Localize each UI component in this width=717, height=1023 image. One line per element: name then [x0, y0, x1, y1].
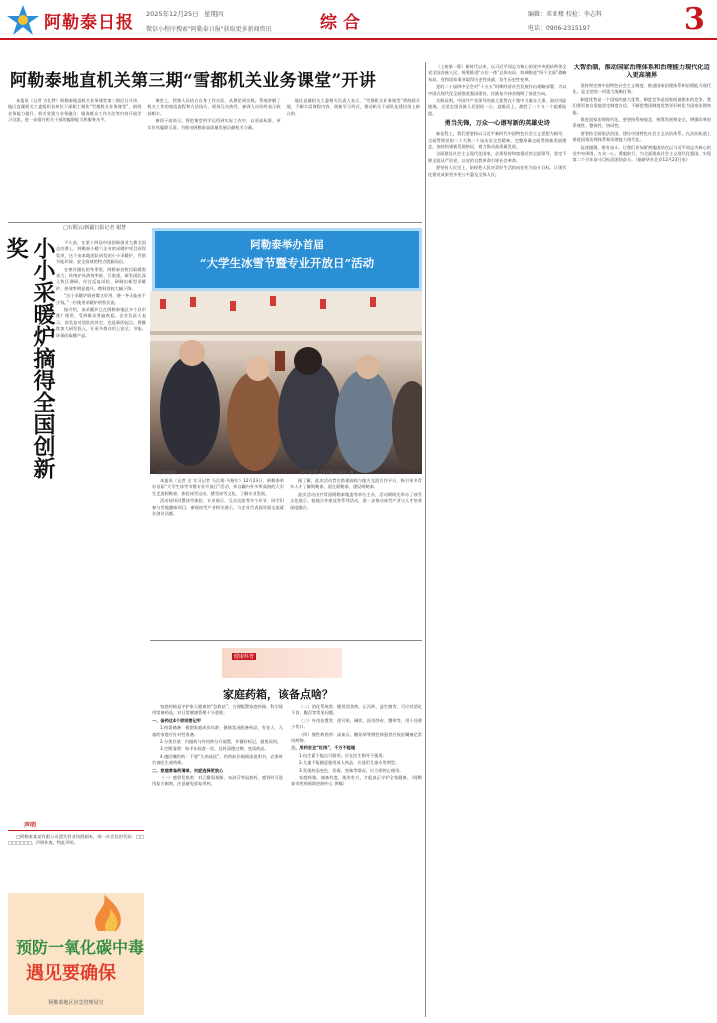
flame-icon — [8, 893, 144, 933]
right-subheading: 勇当先锋，万众一心谱写新的英雄史诗 — [444, 120, 550, 128]
health-banner-tag: 健康科普 — [234, 654, 255, 660]
wechat-tip: 微信小程序搜索"阿勒泰日报"获取更多新闻资讯 — [146, 26, 272, 33]
newspaper-logo-icon — [6, 4, 40, 36]
column-divider — [425, 62, 426, 1017]
divider — [8, 222, 422, 223]
lead-article-body — [8, 98, 420, 220]
crowd-photo-illustration — [150, 291, 422, 474]
issue-date: 2025年12月25日 — [146, 10, 199, 18]
poster-footer: 阿勒泰地区应急管理局宣 — [48, 1000, 104, 1006]
medicine-paragraph: 家庭药箱是守护家人健康的“急救站”，合理配置家庭药箱、科学使用常备药品，对日常健康管理十分重要。 — [152, 704, 283, 716]
page-editors: 编辑：邓亚楼 校检：李志科 — [528, 11, 602, 18]
medicine-subheading: 一、备药这4个原则要记牢 — [152, 717, 201, 723]
section-title: 综合 — [320, 13, 366, 33]
lead-headline: 阿勒泰地直机关第三期“雪都机关业务课堂”开讲 — [10, 71, 377, 91]
news-headline-box — [152, 228, 422, 291]
right-paragraph: 要坚持全面依法治国，建设中国特色社会主义法治体系，在法治轨道上推进国家治理体系和治理能力现代化。 — [572, 130, 711, 143]
medicine-paragraph: 3.发现药品变色、发霉、变味等情况，应立即停止使用。 — [299, 767, 404, 773]
page-number: 3 — [684, 2, 705, 37]
masthead — [0, 0, 717, 40]
news-paragraph: 本报讯（记者 全 实习记者 马岳翔·马格尔）12月23日，阿勒泰举办首届“大学生冰雪节暨专业开放日”活动，来自疆内外多所高校的大学生走进阿勒泰，体验冰雪运动、感受冰雪文化、了解专业发展。 — [152, 478, 284, 496]
medicine-headline: 家庭药箱，该备点啥？ — [223, 688, 333, 701]
lead-paragraph: 参训干部表示，将把课堂所学运用到实际工作中，以更高标准、更实作风履职尽责，为推动阿勒泰高质量发展贡献机关力量。 — [147, 118, 281, 130]
safety-poster — [8, 893, 144, 1015]
right-paragraph: 实践证明，中国共产党领导的最大优势在于集中力量办大事。面对风险挑战，全党全国各族人民团结一心、迎难而上，战胜了一个又一个艰难险阻。 — [428, 98, 567, 116]
medicine-paragraph: 3.定期清理：每半年检查一次，及时清理过期、变质药品。 — [160, 746, 269, 752]
feature-paragraph: 在寒冷漫长的冬季里，阿勒泰农牧民取暖需求大，传统炉具热效率低、污染重。研发团队深入牧区调研，经过反复试验，研制出新型采暖炉，热效率明显提升，燃料消耗大幅下降。 — [56, 266, 146, 291]
lead-paragraph: 本报讯（记者 吉扎特）阿勒泰地直机关业务课堂第三期近日开讲，地区直属机关工委组织各单位干部职工聚焦“雪都机关业务课堂”，围绕业务能力提升、机关党建与业务融合、服务群众工作方法等内容开展学习交流，进一步提升机关干部的履职能力和服务水平。 — [8, 98, 142, 123]
feature-headline: 小小采暖炉摘得全国创新奖 — [3, 237, 56, 479]
medicine-article-body — [152, 704, 422, 1016]
right-article-body — [428, 64, 711, 1019]
medicine-paragraph: 4.遵医嘱用药：不要“久病成医”，用药前仔细阅读说明书，必要时咨询医生或药师。 — [152, 753, 283, 766]
lead-paragraph: 地区直属机关工委相关负责人表示，“雪都机关业务课堂”将持续开展，不断丰富课程内容，创新学习形式，推动机关干部队伍建设再上新台阶。 — [286, 98, 420, 116]
medicine-paragraph: 1.抗生素不能自行服用，应在医生指导下使用。 — [299, 752, 387, 758]
medicine-paragraph: （四）慢性病用药：高血压、糖尿病等慢性病患者应按医嘱备足常用药物。 — [291, 731, 422, 744]
feature-paragraph: “这个采暖炉既省煤又好用，烧一冬天能省不少钱。”一位使用采暖炉的牧民说。 — [56, 293, 146, 305]
right-paragraph: 征途漫漫，惟有奋斗。让我们更加紧密地团结在以习近平同志为核心的党中央周围，万众一心、勇毅前行，为全面建成社会主义现代化强国、实现第二个百年奋斗目标而团结奋斗。（据新华社北京12月23日电） — [572, 144, 711, 163]
news-paragraph: 据了解，此次活动旨在搭建高校与地方交流合作平台，吸引更多青年人才了解阿勒泰、留在阿勒泰、建设阿勒泰。 — [290, 478, 422, 490]
medicine-paragraph: （三）外用处置类：创可贴、碘伏、医用纱布、绷带等，用于处理小伤口。 — [291, 717, 422, 730]
right-paragraph: 新征程上，我们要坚持以习近平新时代中国特色社会主义思想为指导，全面贯彻党的二十大和二十届历次全会精神，完整准确全面贯彻新发展理念，加快构建新发展格局，着力推动高质量发展。 — [428, 131, 567, 150]
photo-credit: 实习记者 马岳翔·马格尔 摄 — [300, 471, 354, 476]
notice-paragraph: □阿勒泰某某有限公司遗失营业执照副本，统一社会信用代码：□□□□□□□□，声明作废。特此声明。 — [8, 834, 144, 846]
lead-paragraph: 课堂上，授课人员结合自身工作实际，从理论到实践，系统讲解了机关工作的规范流程和方法技巧，现场互动热烈，参训人员纷纷表示收获颇丰。 — [147, 98, 281, 116]
right-subheading: 大智治制，推动国家治理体系和治理能力现代化迈入更高境界 — [573, 64, 710, 79]
notice-title: 声明 — [24, 822, 37, 829]
news-headline-line-1: 阿勒泰举办首届 — [250, 239, 324, 251]
news-paragraph: 活动现场设置冰雪体验、专业展示、互动交流等多个环节，同学们参与雪地趣味项目，参观冰雪产业相关展示，与企业代表面对面交流就业创业话题。 — [152, 498, 284, 517]
medicine-paragraph: 1.按需储备：根据家庭成员年龄、健康状况配备药品，有老人、儿童的家庭应针对性准备。 — [152, 725, 283, 737]
medicine-paragraph: 2.分类存放：内服药与外用药分开放置，并做好标记，避免误用。 — [160, 739, 282, 745]
photo-caption: 活动现场。 — [158, 471, 181, 476]
right-paragraph: 党的二十届四中全会对“十五五”时期经济社会发展作出战略部署，为以中国式现代化全面推进强国建设、民族复兴伟业指明了前进方向。 — [428, 84, 567, 96]
medicine-paragraph: （一）感冒发热类：对乙酰氨基酚、布洛芬等退热药，感冒时可选用复方制剂，注意避免重复用药。 — [152, 775, 283, 787]
newspaper-name: 阿勒泰日报 — [44, 13, 134, 33]
medicine-paragraph: 2.儿童不能随意服用成人药品，应选用儿童专用剂型。 — [299, 760, 400, 766]
right-paragraph: 制度优势是一个国家的最大优势，制度竞争是国家间最根本的竞争。我们要更加自觉地坚定制度自信，不断把我国制度优势更好转化为国家治理效能。 — [572, 96, 711, 115]
divider — [150, 640, 422, 641]
news-photo — [150, 291, 422, 474]
news-paragraph: 此次活动由共青团阿勒泰地委等单位主办，活动期间还举办了冰雪文化展示、校地合作座谈等系列活动，进一步推动冰雪产业与人才培养深度融合。 — [290, 491, 422, 510]
medicine-subheading: 三、用药安全“红线”，千万不能碰 — [291, 745, 356, 751]
right-paragraph: 全面建设社会主义现代化国家，必须坚持和加强党的全面领导，坚定不移全面从严治党，以党的自我革命引领社会革命。 — [428, 151, 567, 163]
medicine-subheading: 二、家庭常备药清单，对症选择更放心 — [152, 767, 224, 773]
notice-body — [8, 830, 144, 888]
right-paragraph: 要坚持人民至上，始终把人民对美好生活的向往作为奋斗目标，让现代化建设成果更多更公平惠及全体人民。 — [428, 165, 567, 177]
right-paragraph: （上接第一版）新时代以来，以习近平同志为核心的党中央团结带领全党全国各族人民，统筹推进“五位一体”总体布局、协调推进“四个全面”战略布局，党和国家事业取得历史性成就、发生历史性变革。 — [428, 64, 567, 82]
right-paragraph: 推进国家治理现代化，要坚持系统观念，统筹发展和安全，增强改革的系统性、整体性、协同性。 — [572, 117, 711, 129]
right-paragraph: 坚持和完善中国特色社会主义制度、推进国家治理体系和治理能力现代化，是全党的一项重大战略任务。 — [572, 83, 711, 95]
issue-weekday: 星期四 — [204, 10, 224, 18]
news-article-body — [152, 478, 422, 613]
poster-headline: 预防一氧化碳中毒 — [16, 938, 144, 957]
medicine-paragraph: 家庭药箱，储备有度、使用有方，才能真正守护全家健康。（阿勒泰市疾病预防控制中心 供稿） — [291, 775, 422, 787]
poster-slogan: 遇见要确保 — [26, 963, 116, 984]
feature-paragraph: 据介绍，该采暖炉已在阿勒泰地区多个县市推广使用，受到群众普遍欢迎。企业负责人表示，获奖是对团队的肯定，也是新的起点，将继续加大研发投入，让更多群众用上安全、节能、环保的取暖产品。 — [56, 307, 146, 338]
feature-article-body — [56, 240, 146, 660]
medicine-paragraph: （二）消化系统类：健胃消食药、止泻药、益生菌等，可应对消化不良、腹泻等常见问题。 — [291, 704, 422, 716]
feature-byline: □石榴云/新疆日报记者 谢慧 — [63, 225, 126, 231]
feature-paragraph: 不久前，在第十四届中国创新创业大赛全国总决赛上，阿勒泰小暖六企业的采暖炉项目获得奖项，这个由本地团队研发的小小采暖炉，凭借节能环保、安全高效的特点脱颖而出。 — [56, 240, 146, 265]
news-headline-line-2: “大学生冰雪节暨专业开放日”活动 — [199, 256, 375, 270]
page-hotline: 电话：0906-2315197 — [528, 25, 591, 32]
